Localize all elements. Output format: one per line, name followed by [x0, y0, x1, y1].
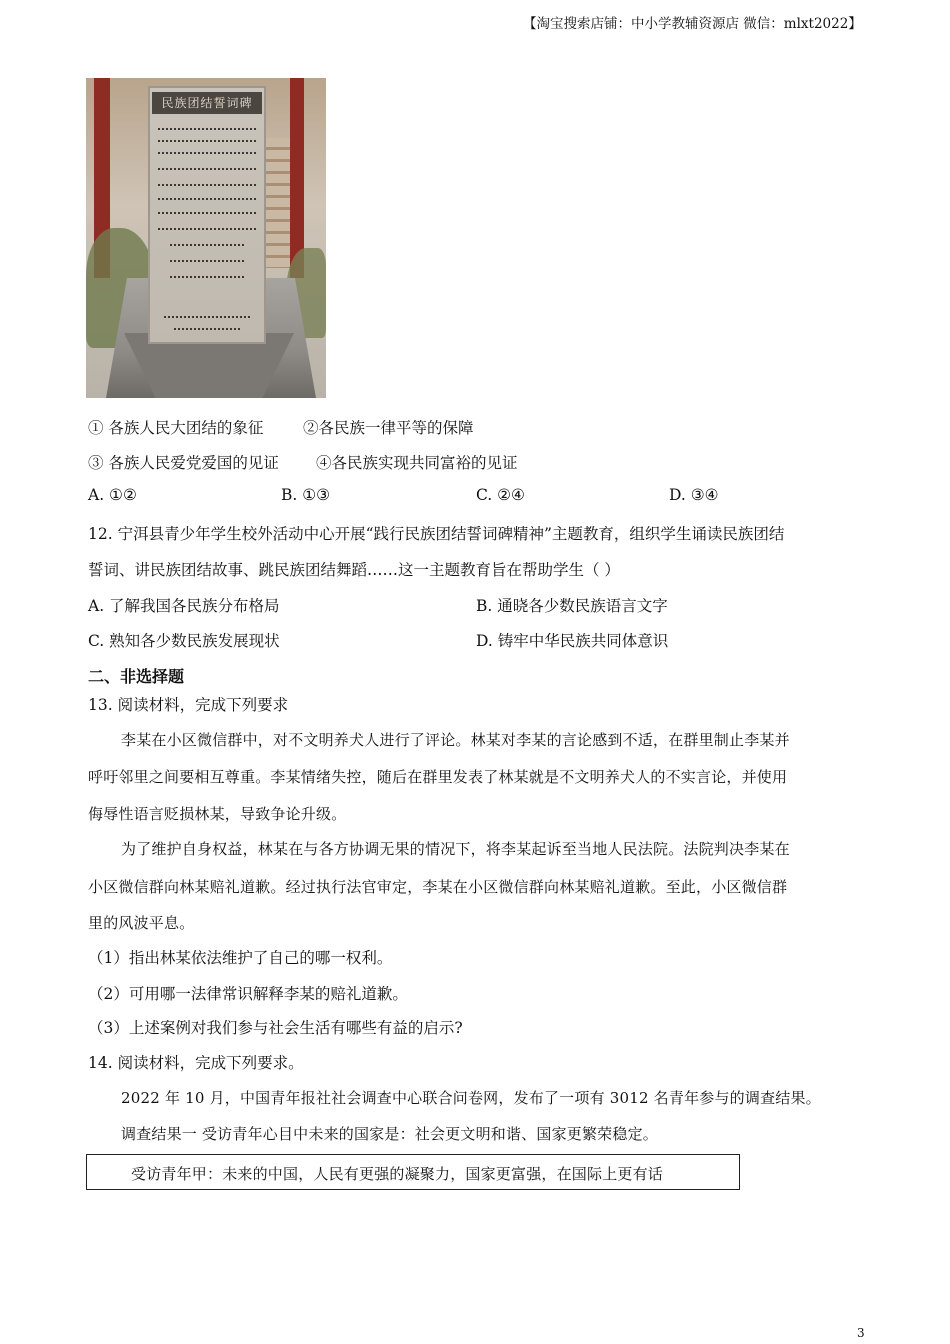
inscription-line: [158, 212, 256, 218]
q12-option-d: D. 铸牢中华民族共同体意识: [476, 632, 669, 650]
statement-3: ③ 各族人民爱党爱国的见证: [88, 454, 279, 472]
stele-title: 民族团结誓词碑: [152, 92, 262, 114]
inscription-line: [158, 198, 256, 204]
q14-material-line: 2022 年 10 月，中国青年报社社会调查中心联合问卷网，发布了一项有 3012 名青年参与的调查结果。: [121, 1089, 821, 1107]
section-title: 二、非选择题: [88, 667, 185, 686]
inscription-line: [170, 276, 244, 282]
inscription-line: [170, 260, 244, 266]
inscription-line: [158, 228, 256, 234]
q12-stem-line1: 12. 宁洱县青少年学生校外活动中心开展“践行民族团结誓词碑精神”主题教育，组织学生诵读民族团结: [88, 525, 785, 543]
q11-option-c: C. ②④: [476, 486, 525, 504]
q13-material-line: 呼吁邻里之间要相互尊重。李某情绪失控，随后在群里发表了林某就是不文明养犬人的不实言论，并使用: [88, 768, 788, 786]
q13-stem: 13. 阅读材料，完成下列要求: [88, 696, 289, 714]
inscription-line: [158, 184, 256, 190]
q13-material-line: 里的风波平息。: [88, 914, 195, 932]
q11-option-a: A. ①②: [88, 486, 137, 504]
statement-2: ②各民族一律平等的保障: [303, 419, 474, 437]
stele-stone: [148, 86, 266, 344]
q12-option-a: A. 了解我国各民族分布格局: [88, 597, 280, 615]
q12-option-c: C. 熟知各少数民族发展现状: [88, 632, 280, 650]
inscription-line: [174, 328, 240, 334]
inscription-line: [158, 128, 256, 134]
q13-material-line: 李某在小区微信群中，对不文明养犬人进行了评论。林某对李某的言论感到不适，在群里制止李某并: [121, 731, 790, 749]
q13-material-line: 为了维护自身权益，林某在与各方协调无果的情况下，将李某起诉至当地人民法院。法院判决李某在: [121, 840, 790, 858]
q11-option-b: B. ①③: [281, 486, 331, 504]
inscription-line: [170, 244, 244, 250]
q13-material-line: 小区微信群向林某赔礼道歉。经过执行法官审定，李某在小区微信群向林某赔礼道歉。至此，小区微信群: [88, 878, 788, 896]
q14-stem: 14. 阅读材料，完成下列要求。: [88, 1054, 304, 1072]
stele-photo: [86, 78, 326, 398]
quote-box-text: 受访青年甲：未来的中国，人民有更强的凝聚力，国家更富强，在国际上更有话: [131, 1165, 664, 1183]
statement-1: ① 各族人民大团结的象征: [88, 419, 264, 437]
inscription-line: [158, 152, 256, 158]
q12-stem-line2: 誓词、讲民族团结故事、跳民族团结舞蹈……这一主题教育旨在帮助学生（ ）: [88, 561, 620, 579]
q14-material-line: 调查结果一 受访青年心目中未来的国家是：社会更文明和谐、国家更繁荣稳定。: [121, 1125, 658, 1143]
q13-subquestion-1: （1）指出林某依法维护了自己的哪一权利。: [88, 949, 393, 967]
page-number: 3: [857, 1326, 865, 1340]
statement-4: ④各民族实现共同富裕的见证: [316, 454, 518, 472]
q13-subquestion-2: （2）可用哪一法律常识解释李某的赔礼道歉。: [88, 985, 408, 1003]
q13-subquestion-3: （3）上述案例对我们参与社会生活有哪些有益的启示?: [88, 1019, 463, 1037]
inscription-line: [164, 316, 250, 322]
quote-box: [86, 1154, 740, 1190]
page-header: 【淘宝搜索店铺：中小学教辅资源店 微信：mlxt2022】: [523, 16, 862, 32]
q11-option-d: D. ③④: [669, 486, 719, 504]
q13-material-line: 侮辱性语言贬损林某，导致争论升级。: [88, 805, 347, 823]
inscription-line: [158, 168, 256, 174]
q12-option-b: B. 通晓各少数民族语言文字: [476, 597, 668, 615]
inscription-line: [158, 140, 256, 146]
